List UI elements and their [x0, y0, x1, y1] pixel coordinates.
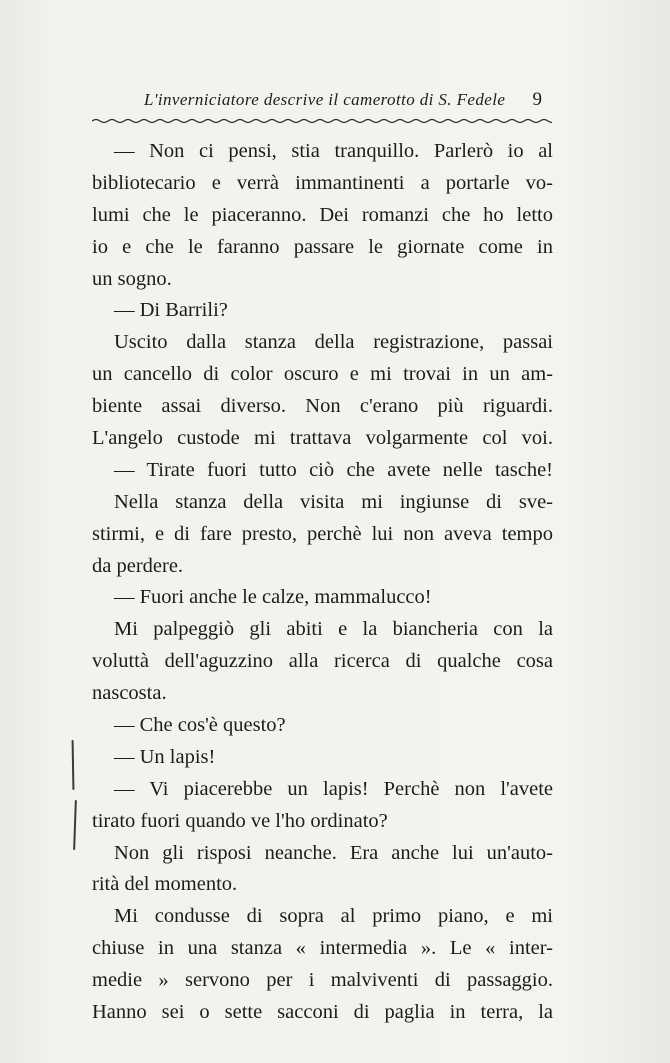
text-line: Mi palpeggiò gli abiti e la biancheria con la: [114, 618, 553, 641]
text-line: — Che cos'è questo?: [114, 714, 286, 737]
text-line: chiuse in una stanza « intermedia ». Le « inter-: [92, 937, 553, 960]
text-line: io e che le faranno passare le giornate come in: [92, 235, 553, 258]
text-line: un sogno.: [92, 267, 172, 290]
text-line: rità del momento.: [92, 873, 238, 896]
text-line: stirmi, e di fare presto, perchè lui non aveva tempo: [92, 522, 553, 545]
text-line: — Tirate fuori tutto ciò che avete nelle tasche!: [114, 458, 553, 481]
text-line: L'angelo custode mi trattava volgarmente col voi.: [92, 427, 553, 450]
text-line: medie » servono per i malviventi di passaggio.: [92, 969, 553, 992]
text-line: — Vi piacerebbe un lapis! Perchè non l'avete: [114, 777, 553, 800]
text-line: — Di Barrili?: [114, 299, 228, 322]
running-head: [92, 90, 552, 116]
text-line: Uscito dalla stanza della registrazione, passai: [114, 331, 553, 354]
page-number: 9: [532, 89, 542, 110]
pencil-margin-mark: [72, 740, 75, 790]
text-line: bibliotecario e verrà immantinenti a portarle vo-: [92, 171, 553, 194]
text-line: — Fuori anche le calze, mammalucco!: [114, 586, 432, 609]
text-line: Hanno sei o sette sacconi di paglia in terra, la: [92, 1001, 553, 1024]
text-line: — Un lapis!: [114, 745, 216, 768]
text-line: Non gli risposi neanche. Era anche lui un'auto-: [114, 841, 553, 864]
text-line: Nella stanza della visita mi ingiunse di sve-: [114, 490, 553, 513]
text-line: da perdere.: [92, 554, 184, 577]
text-line: — Non ci pensi, stia tranquillo. Parlerò io al: [114, 140, 553, 162]
text-line: tirato fuori quando ve l'ho ordinato?: [92, 809, 388, 832]
wavy-rule-icon: [92, 116, 552, 126]
text-line: lumi che le piaceranno. Dei romanzi che ho letto: [92, 203, 553, 226]
body-text: [92, 136, 553, 1029]
pencil-margin-mark: [73, 800, 77, 850]
text-line: un cancello di color oscuro e mi trovai in un am-: [92, 363, 553, 386]
text-line: Mi condusse di sopra al primo piano, e mi: [114, 905, 553, 928]
text-line: biente assai diverso. Non c'erano più riguardi.: [92, 395, 553, 418]
text-line: voluttà dell'aguzzino alla ricerca di qualche cosa: [92, 650, 553, 673]
text-line: nascosta.: [92, 682, 167, 705]
running-title: L'inverniciatore descrive il camerotto di S. Fedele: [144, 90, 506, 109]
